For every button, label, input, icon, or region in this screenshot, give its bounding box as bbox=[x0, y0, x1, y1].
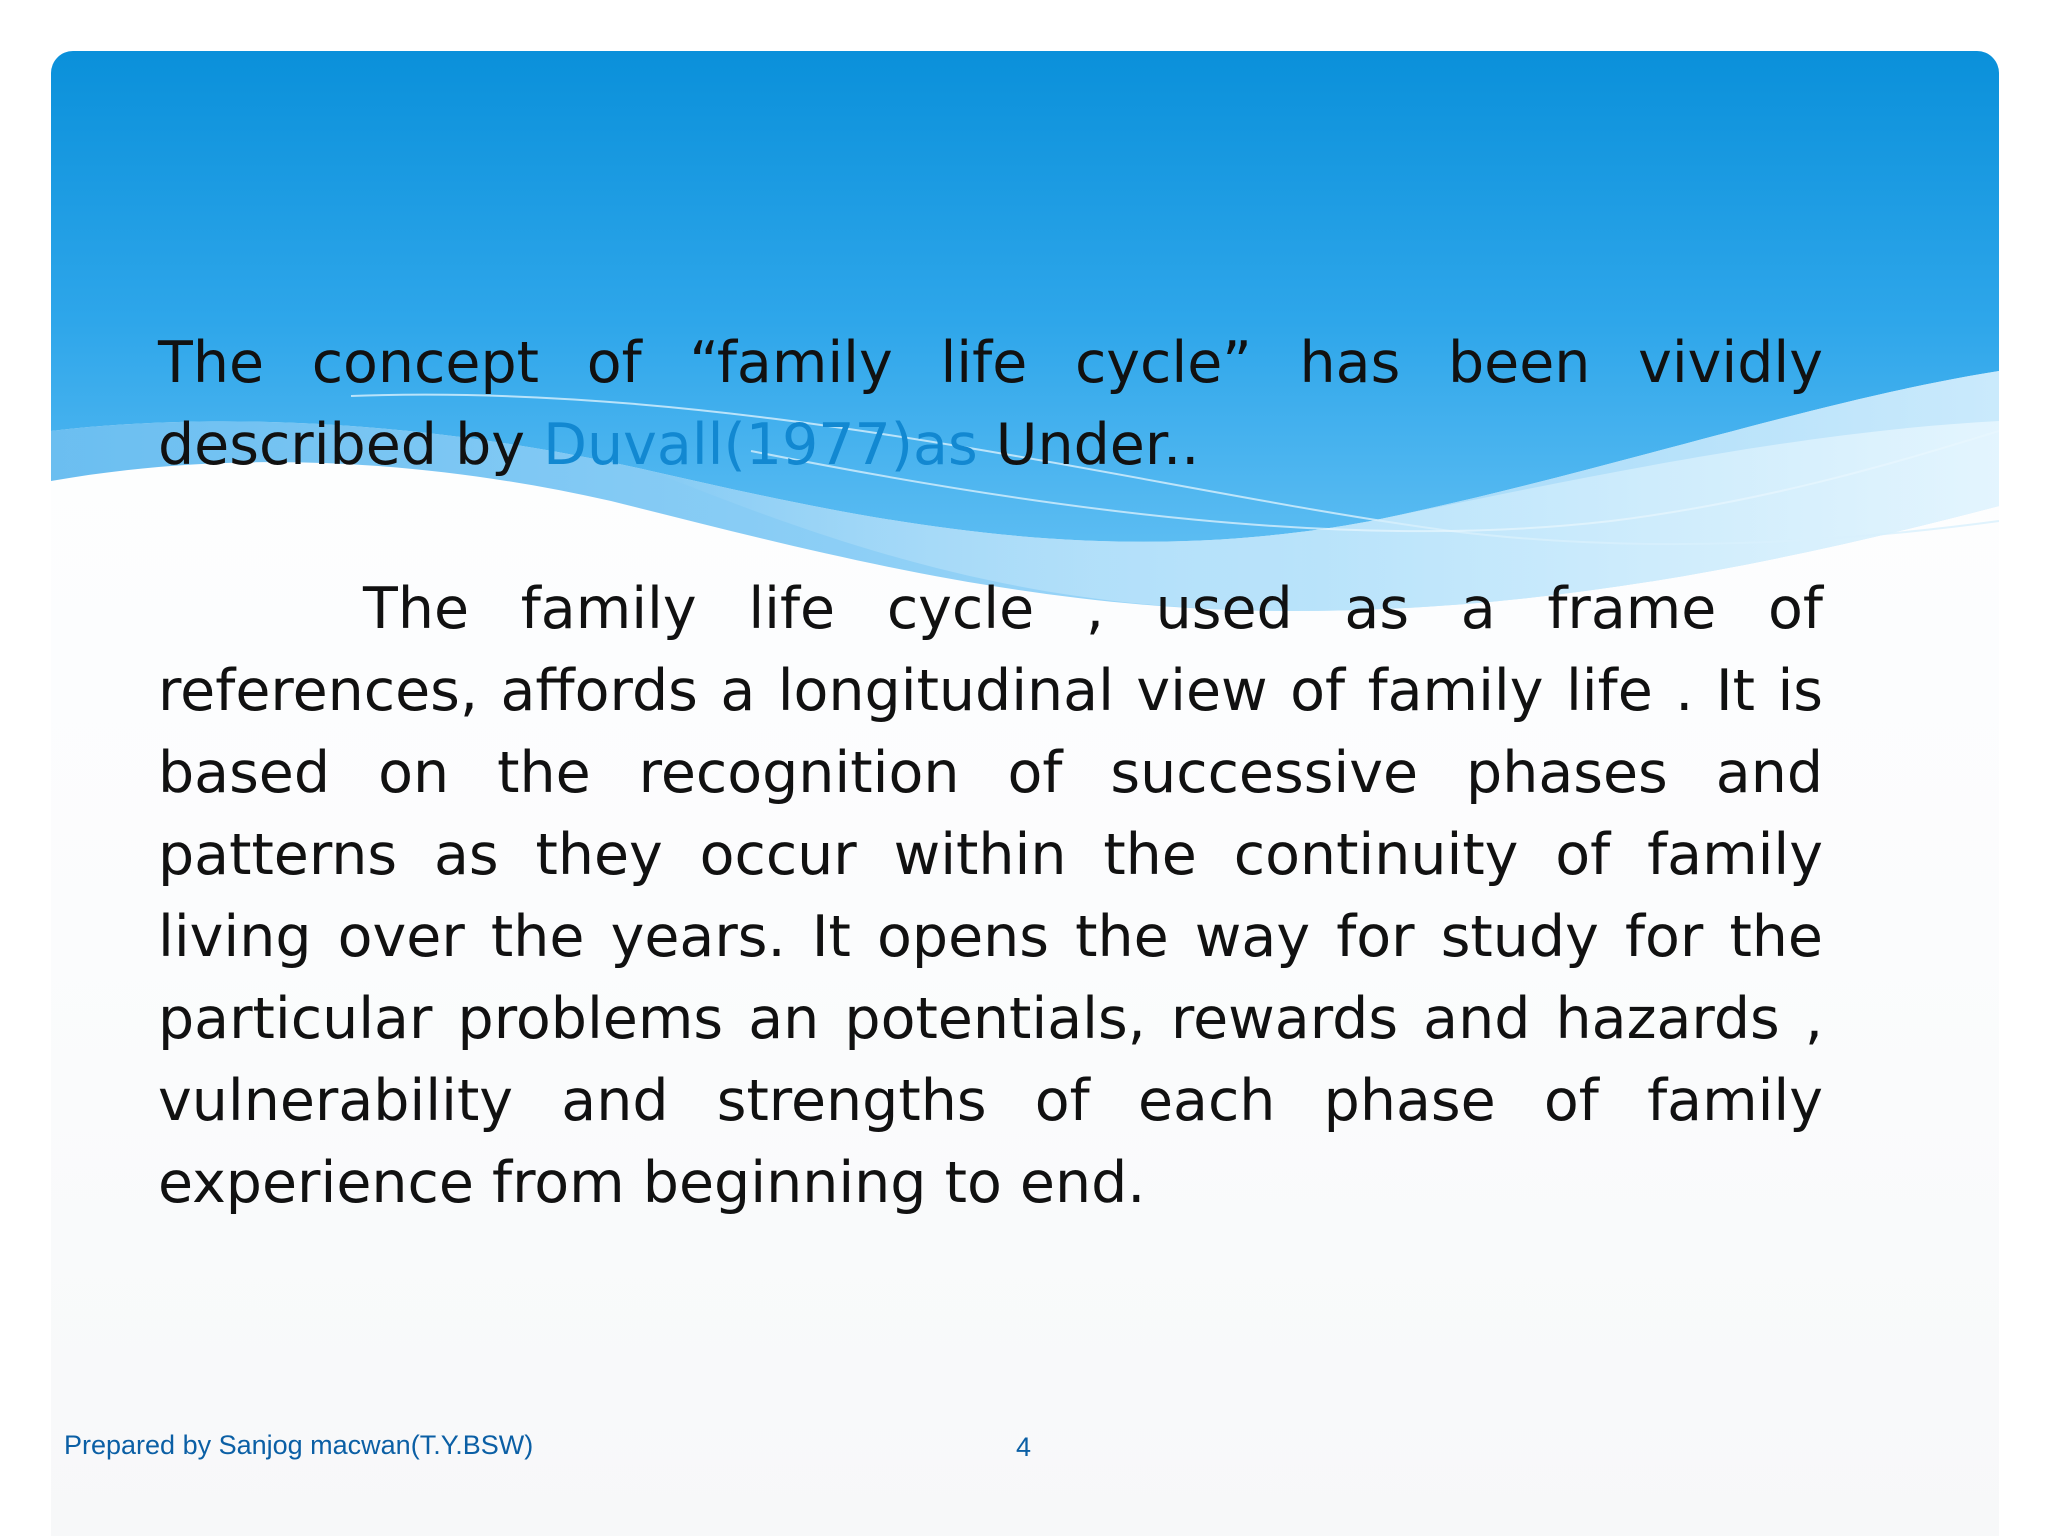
citation-link: Duvall(1977)as bbox=[543, 412, 978, 478]
intro-paragraph bbox=[158, 322, 1823, 486]
body-paragraph: The family life cycle , used as a frame of references, affords a longitudinal view of family life . It is based on the recognition of successive phases and patterns as they occur within the continuity of family living over the years. It opens the way for study for the particular problems an potentials, rewards and hazards , vulnerability and strengths of each phase of family experience from beginning to end. bbox=[158, 576, 1823, 1216]
intro-tail-text: Under.. bbox=[977, 412, 1200, 478]
slide-body bbox=[158, 322, 1823, 1224]
page-number: 4 bbox=[1016, 1432, 1032, 1462]
intro-lead-text: The concept of “family life cycle” has been vividly described by bbox=[158, 330, 1823, 478]
footer-credit: Prepared by Sanjog macwan(T.Y.BSW) bbox=[64, 1430, 534, 1460]
